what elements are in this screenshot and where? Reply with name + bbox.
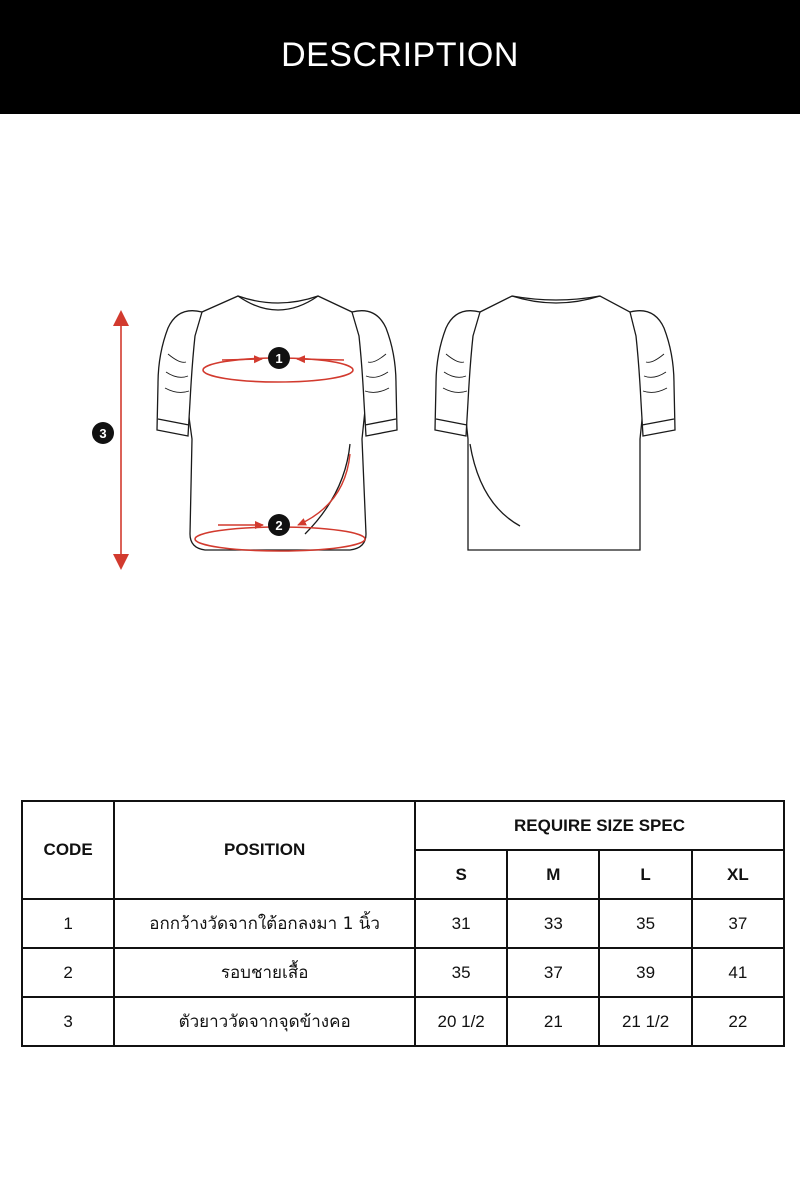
row-value-l: 35 — [599, 899, 691, 948]
position-header: POSITION — [114, 801, 415, 899]
row-value-l: 39 — [599, 948, 691, 997]
row-value-s: 31 — [415, 899, 507, 948]
size-header-s: S — [415, 850, 507, 899]
shirt-front — [157, 296, 397, 550]
table-row — [22, 997, 784, 1046]
marker-1-label: 1 — [275, 351, 283, 366]
size-header-l: L — [599, 850, 691, 899]
row-value-s: 20 1/2 — [415, 997, 507, 1046]
size-header-m: M — [507, 850, 599, 899]
table-row — [22, 899, 784, 948]
row-position: รอบชายเสื้อ — [114, 948, 415, 997]
description-header — [0, 0, 800, 114]
row-value-m: 37 — [507, 948, 599, 997]
page-title: DESCRIPTION — [281, 35, 519, 74]
row-position: อกกว้างวัดจากใต้อกลงมา 1 นิ้ว — [114, 899, 415, 948]
measurement-3-length — [92, 310, 129, 570]
row-code: 3 — [22, 997, 114, 1046]
row-value-xl: 37 — [692, 899, 784, 948]
code-header: CODE — [22, 801, 114, 899]
row-position: ตัวยาววัดจากจุดข้างคอ — [114, 997, 415, 1046]
row-value-s: 35 — [415, 948, 507, 997]
size-header-xl: XL — [692, 850, 784, 899]
table-row — [22, 948, 784, 997]
garment-diagram — [0, 114, 800, 674]
marker-3-label: 3 — [99, 426, 107, 441]
row-value-m: 33 — [507, 899, 599, 948]
size-spec-table — [21, 800, 785, 1047]
marker-2-label: 2 — [275, 518, 283, 533]
row-value-m: 21 — [507, 997, 599, 1046]
row-value-xl: 22 — [692, 997, 784, 1046]
measurement-illustration — [0, 114, 800, 674]
row-value-l: 21 1/2 — [599, 997, 691, 1046]
spec-header: REQUIRE SIZE SPEC — [415, 801, 784, 850]
row-value-xl: 41 — [692, 948, 784, 997]
row-code: 2 — [22, 948, 114, 997]
shirt-back — [435, 296, 675, 550]
row-code: 1 — [22, 899, 114, 948]
